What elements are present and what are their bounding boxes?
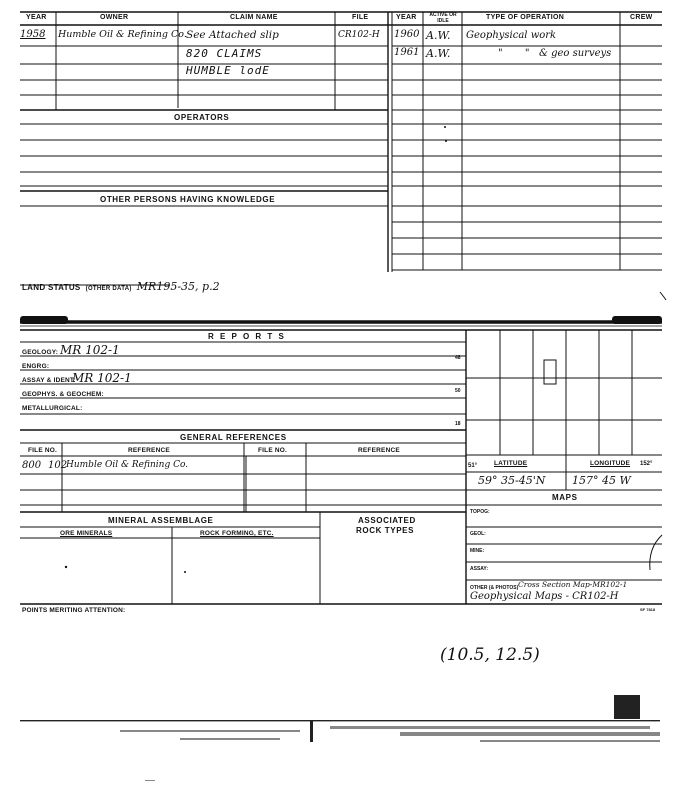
lat-prefix: 51° — [468, 463, 478, 469]
mine-label: MINE: — [470, 548, 485, 554]
points-meriting-attention-label: POINTS MERITING ATTENTION: — [22, 607, 126, 614]
header-owner: OWNER — [100, 14, 129, 21]
report-geology-label: GEOLOGY: — [22, 349, 59, 356]
report-engrg-label: ENGRG: — [22, 363, 50, 370]
op-year-2: 1961 — [394, 47, 420, 58]
longitude-label: LONGITUDE — [590, 460, 631, 467]
header-crew: CREW — [630, 14, 653, 21]
reports-title: R E P O R T S — [208, 332, 286, 341]
land-status-label: LAND STATUS — [22, 283, 81, 292]
header-file: FILE — [352, 14, 369, 21]
other-persons-title: OTHER PERSONS HAVING KNOWLEDGE — [100, 195, 276, 204]
bottom-coordinates-note: (10.5, 12.5) — [440, 645, 540, 665]
gr-header-reference: REFERENCE — [128, 447, 170, 454]
op-type-2: " " & geo surveys — [498, 48, 612, 59]
report-assay-label: ASSAY & IDENT: — [22, 377, 76, 384]
gr-row-ref-no: 102 — [48, 460, 68, 471]
report-metallurgical-label: METALLURGICAL: — [22, 405, 83, 412]
other-photos-label: OTHER (& PHOTOS) — [470, 585, 519, 591]
ore-minerals-header: ORE MINERALS — [60, 530, 113, 537]
report-geophys-label: GEOPHYS. & GEOCHEM: — [22, 391, 104, 398]
claims-count: 820 CLAIMS — [186, 47, 263, 60]
associated-header: ASSOCIATED — [358, 516, 416, 525]
other-value-2: Geophysical Maps - CR102-H — [470, 591, 619, 602]
owner-name: Humble Oil & Refining Co. — [58, 29, 187, 40]
gr-header-reference-2: REFERENCE — [358, 447, 400, 454]
assay-label: ASSAY: — [470, 566, 489, 572]
header-year: YEAR — [26, 14, 47, 21]
form-number: SF 7818 — [640, 607, 656, 612]
land-status — [22, 275, 220, 294]
geol-label: GEOL: — [470, 531, 486, 537]
operators-title: OPERATORS — [174, 113, 230, 122]
op-status-1: A.W. — [426, 29, 451, 42]
maps-title: MAPS — [552, 493, 578, 502]
mineral-assemblage-title: MINERAL ASSEMBLAGE — [108, 516, 214, 525]
general-references-title: GENERAL REFERENCES — [180, 433, 287, 442]
latitude-label: LATITUDE — [494, 460, 528, 467]
owner-year: 1958 — [20, 29, 46, 40]
long-prefix: 152° — [640, 461, 653, 467]
header-claim-name: CLAIM NAME — [230, 14, 278, 21]
header-year-2: YEAR — [396, 14, 417, 21]
longitude-value: 157° 45 W — [572, 474, 631, 487]
header-type-of-operation: TYPE OF OPERATION — [486, 14, 565, 21]
lode-name: HUMBLE lodE — [186, 64, 270, 77]
gr-row-reference: Humble Oil & Refining Co. — [66, 460, 189, 470]
op-year-1: 1960 — [394, 29, 420, 40]
claim-name: See Attached slip — [186, 29, 279, 41]
other-value-1: Cross Section Map-MR102-1 — [518, 580, 628, 589]
report-metallurgical-num: 18 — [455, 421, 461, 427]
file-number: CR102-H — [338, 30, 380, 40]
rock-types-header: ROCK TYPES — [356, 526, 415, 535]
op-type-1: Geophysical work — [466, 30, 557, 41]
report-geology-num: 48 — [455, 355, 461, 361]
header-active-or-idle: ACTIVE OR IDLE — [429, 12, 457, 24]
gr-row-file-no: 800 — [22, 460, 42, 471]
latitude-value: 59° 35-45'N — [478, 474, 546, 487]
topog-label: TOPOG: — [470, 509, 490, 515]
gr-header-file-no-2: FILE NO. — [258, 447, 288, 454]
land-status-sublabel: (OTHER DATA) — [85, 286, 132, 292]
report-assay-value: MR 102-1 — [72, 371, 132, 385]
rock-forming-header: ROCK FORMING, ETC. — [200, 530, 274, 537]
op-status-2: A.W. — [426, 47, 451, 60]
land-status-value: MR195-35, p.2 — [136, 280, 220, 293]
gr-header-file-no: FILE NO. — [28, 447, 58, 454]
report-assay-num: 50 — [455, 388, 461, 394]
report-geology-value: MR 102-1 — [60, 343, 120, 357]
